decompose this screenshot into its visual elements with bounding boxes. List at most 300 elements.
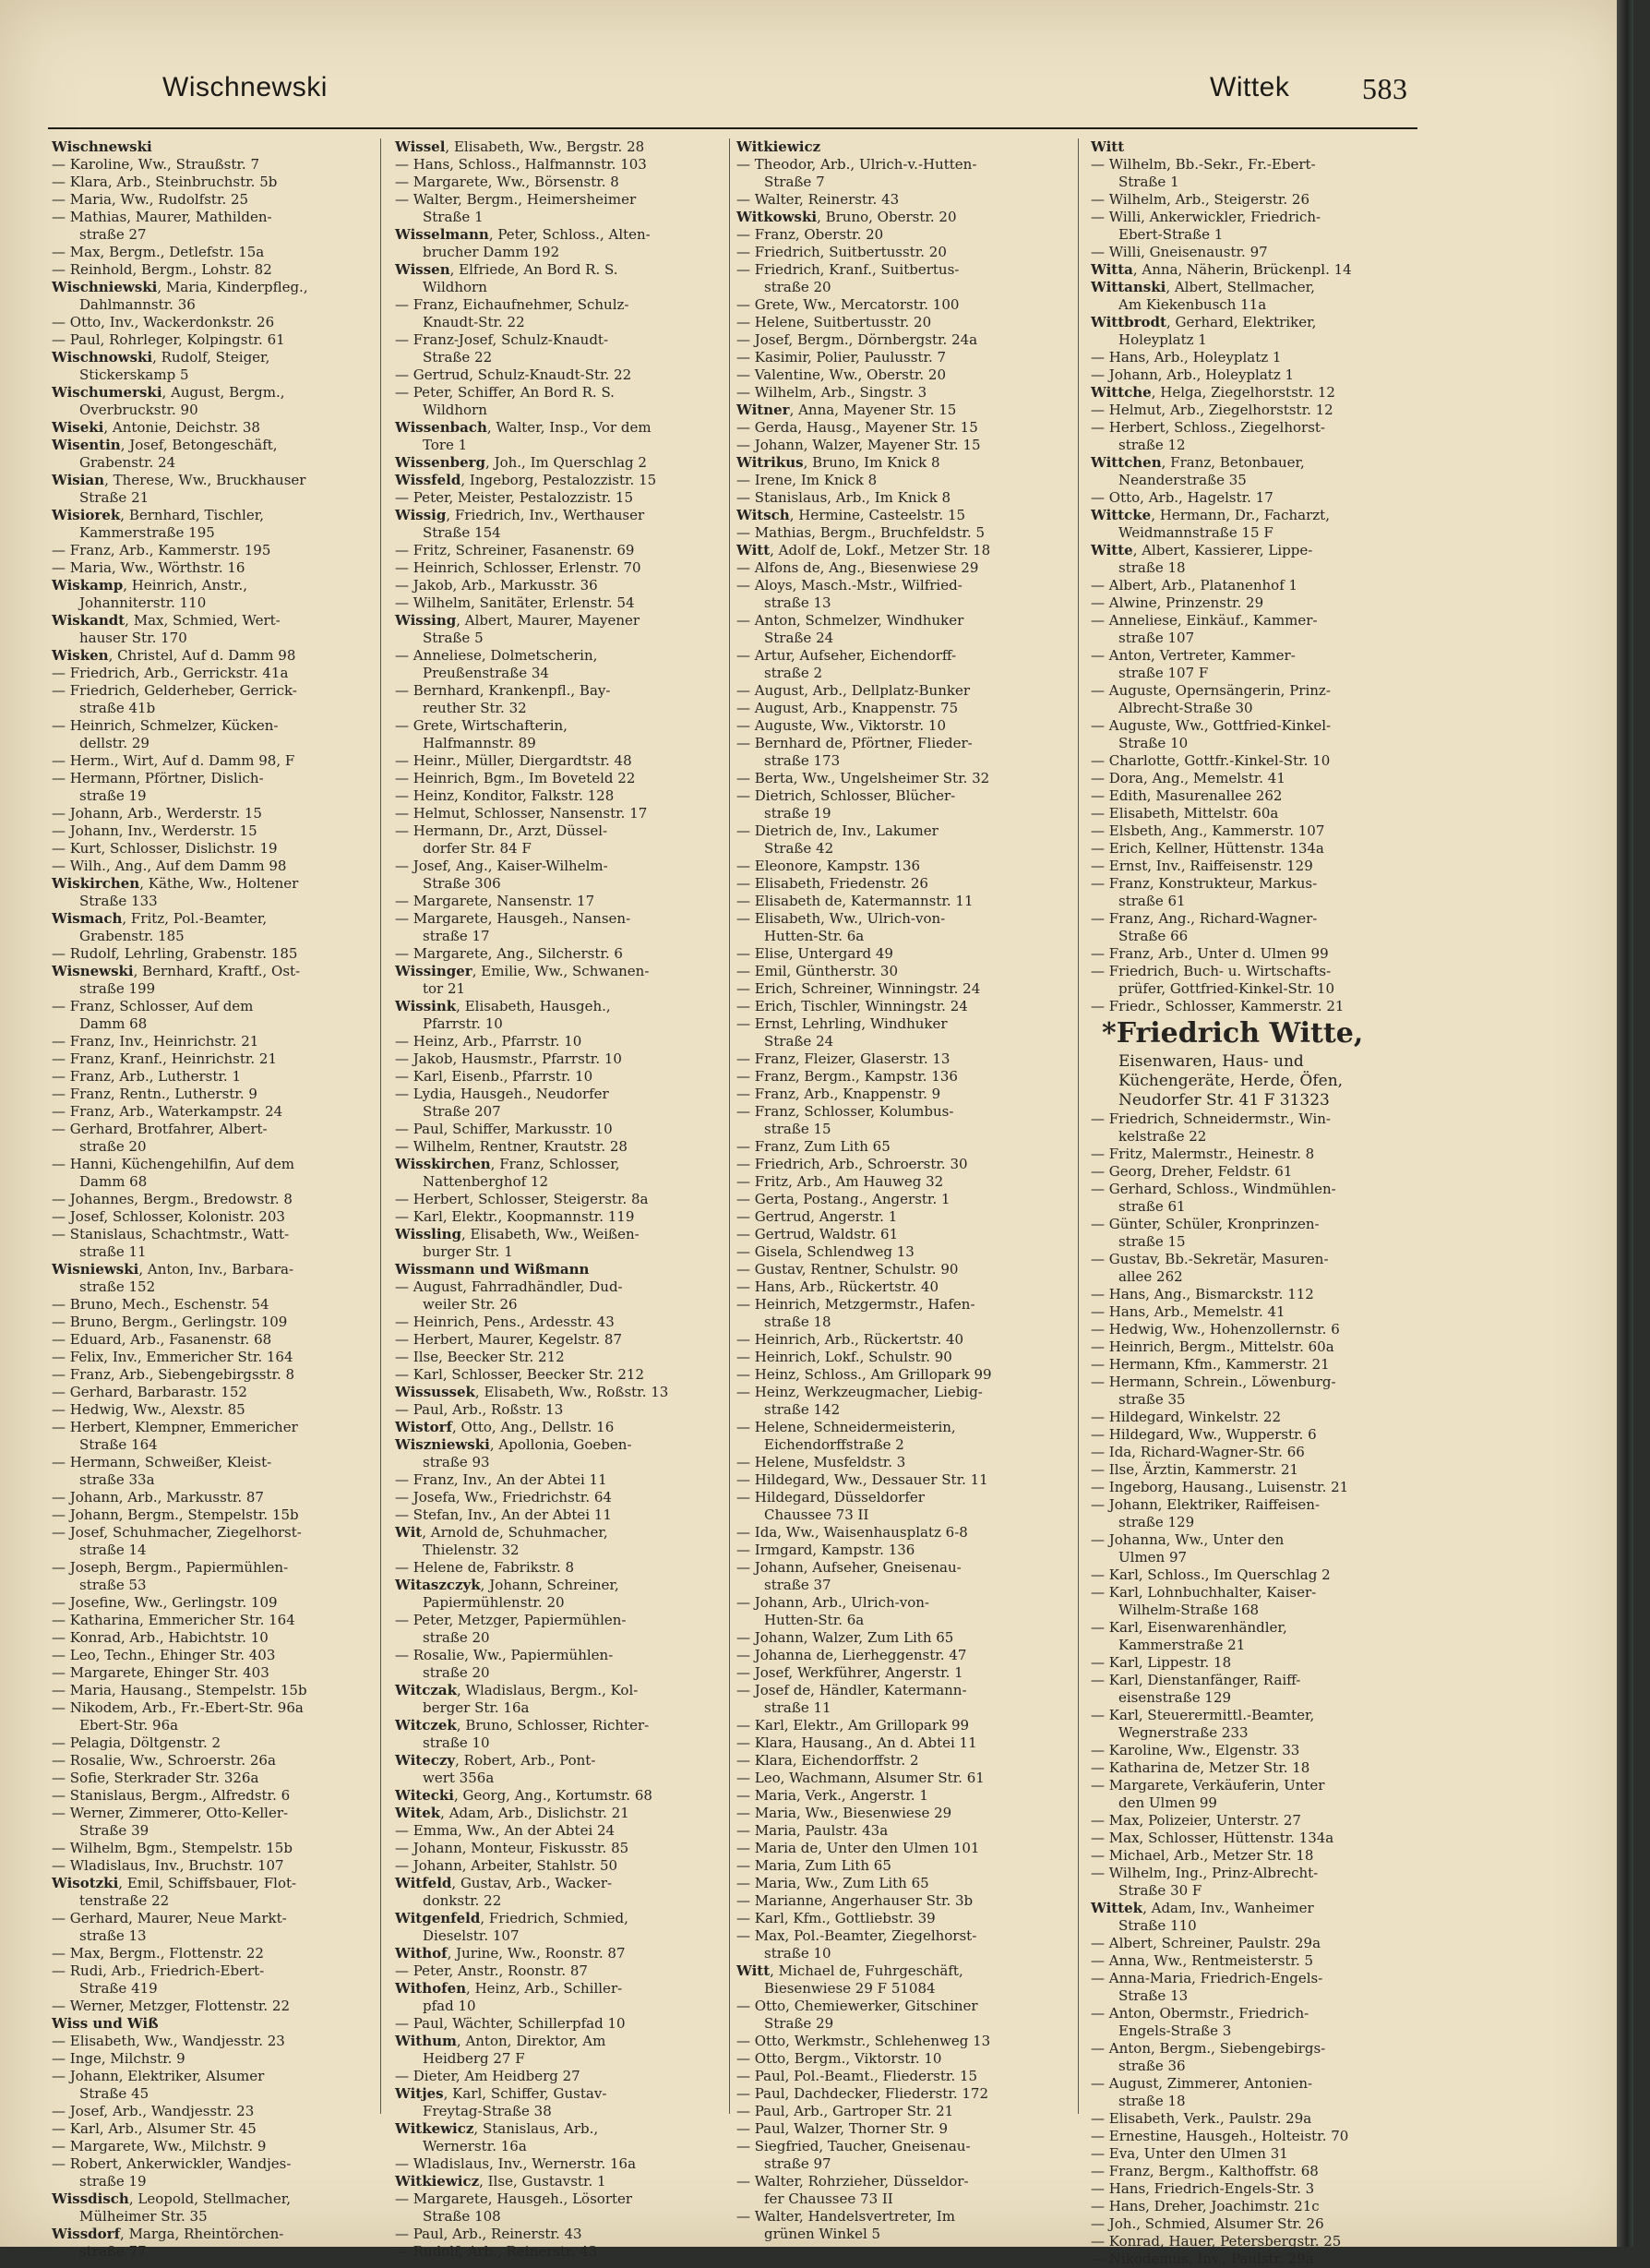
entry-sub-line: — Irmgard, Kampstr. 136	[736, 1542, 915, 1558]
directory-column-3	[736, 138, 1072, 2243]
entry-sub-line: — Hans, Arb., Rückertstr. 40	[736, 1278, 939, 1295]
entry-headword-line: Wischnowski, Rudolf, Steiger,	[52, 349, 270, 366]
entry-headword-line: Witgenfeld, Friedrich, Schmied,	[395, 1910, 628, 1926]
entry-continuation: straße 35	[1118, 1391, 1186, 1408]
entry-sub-line: — Klara, Hausang., An d. Abtei 11	[736, 1734, 977, 1751]
entry-sub-line: — Max, Pol.-Beamter, Ziegelhorst-	[736, 1927, 977, 1944]
entry-continuation: Straße 164	[79, 1436, 158, 1453]
entry-headword-line: Witt, Michael de, Fuhrgeschäft,	[736, 1962, 963, 1979]
entry-sub-line: — Dietrich de, Inv., Lakumer	[736, 822, 939, 839]
entry-continuation: pfad 10	[423, 1998, 476, 2014]
entry-sub-line: — Rosalie, Ww., Schroerstr. 26a	[52, 1752, 276, 1769]
entry-continuation: Straße 66	[1118, 928, 1189, 944]
entry-sub-line: — Jakob, Arb., Markusstr. 36	[395, 577, 598, 594]
directory-column-1	[52, 138, 375, 2261]
entry-continuation: Wildhorn	[423, 402, 487, 418]
entry-continuation: straße 53	[79, 1577, 147, 1593]
entry-headword-line: Wissen, Elfriede, An Bord R. S.	[395, 261, 618, 278]
entry-sub-line: — Karl, Elektr., Koopmannstr. 119	[395, 1208, 635, 1225]
entry-sub-line: — Gertrud, Angerstr. 1	[736, 1208, 898, 1225]
entry-continuation: Hutten-Str. 6a	[764, 1612, 865, 1628]
entry-sub-line: — Dora, Ang., Memelstr. 41	[1091, 770, 1285, 786]
entry-headword-line: Withof, Jurine, Ww., Roonstr. 87	[395, 1945, 626, 1962]
entry-continuation: Straße 207	[423, 1103, 501, 1120]
entry-continuation: Neanderstraße 35	[1118, 472, 1247, 488]
entry-sub-line: — Walter, Reinerstr. 43	[736, 191, 900, 208]
entry-continuation: Halfmannstr. 89	[423, 735, 536, 751]
entry-continuation: Straße 29	[764, 2015, 834, 2032]
entry-sub-line: — Wladislaus, Inv., Wernerstr. 16a	[395, 2155, 637, 2172]
entry-headword-line: Wistorf, Otto, Ang., Dellstr. 16	[395, 1419, 615, 1435]
entry-headword-line: Wiskirchen, Käthe, Ww., Holtener	[52, 875, 299, 892]
entry-headword-line: Wiskandt, Max, Schmied, Wert-	[52, 612, 281, 629]
entry-sub-line: — Franz, Inv., An der Abtei 11	[395, 1471, 607, 1488]
entry-sub-line: — Elisabeth, Verk., Paulstr. 29a	[1091, 2110, 1312, 2127]
entry-sub-line: — Paul, Dachdecker, Fliederstr. 172	[736, 2085, 989, 2102]
entry-sub-line: — Anna-Maria, Friedrich-Engels-	[1091, 1970, 1323, 1986]
entry-sub-line: — Gerda, Hausg., Mayener Str. 15	[736, 419, 978, 436]
entry-continuation: Ebert-Straße 1	[1118, 226, 1224, 243]
entry-sub-line: — Ernestine, Hausgeh., Holteistr. 70	[1091, 2128, 1349, 2144]
entry-continuation: Wilhelm-Straße 168	[1118, 1602, 1260, 1618]
entry-continuation: tor 21	[423, 980, 466, 997]
entry-continuation: Pfarrstr. 10	[423, 1015, 503, 1032]
entry-headword-line: Wisotzki, Emil, Schiffsbauer, Flot-	[52, 1875, 297, 1891]
entry-sub-line: — Friedrich, Arb., Gerrickstr. 41a	[52, 665, 289, 681]
entry-continuation: burger Str. 1	[423, 1243, 513, 1260]
entry-headword-line: Witeczy, Robert, Arb., Pont-	[395, 1752, 596, 1769]
entry-headword-line: Wiskamp, Heinrich, Anstr.,	[52, 577, 247, 594]
entry-sub-line: — Friedrich, Suitbertusstr. 20	[736, 244, 947, 260]
entry-sub-line: — Margarete, Nansenstr. 17	[395, 893, 595, 909]
entry-sub-line: — Albert, Arb., Platanenhof 1	[1091, 577, 1298, 594]
entry-sub-line: — Herbert, Klempner, Emmericher	[52, 1419, 298, 1435]
entry-continuation: kelstraße 22	[1118, 1128, 1207, 1145]
entry-sub-line: — Hans, Schloss., Halfmannstr. 103	[395, 156, 647, 173]
entry-headword-line: Wismach, Fritz, Pol.-Beamter,	[52, 910, 268, 927]
entry-sub-line: — Maria, Ww., Biesenwiese 29	[736, 1805, 952, 1821]
entry-continuation: brucher Damm 192	[423, 244, 560, 260]
entry-sub-line: — Heinz, Konditor, Falkstr. 128	[395, 787, 615, 804]
entry-sub-line: — Hans, Arb., Memelstr. 41	[1091, 1303, 1285, 1320]
entry-sub-line: — Friedrich, Arb., Schroerstr. 30	[736, 1156, 968, 1172]
entry-sub-line: — Stefan, Inv., An der Abtei 11	[395, 1506, 612, 1523]
entry-headword-line: Wittanski, Albert, Stellmacher,	[1091, 279, 1315, 295]
entry-sub-line: — Bruno, Mech., Eschenstr. 54	[52, 1296, 269, 1313]
entry-sub-line: — Josef de, Händler, Katermann-	[736, 1682, 967, 1698]
entry-headword-line: Wisiorek, Bernhard, Tischler,	[52, 507, 264, 523]
entry-sub-line: — Bernhard de, Pförtner, Flieder-	[736, 735, 973, 751]
entry-sub-line: — Ilse, Beecker Str. 212	[395, 1349, 565, 1365]
entry-continuation: Straße 1	[1118, 174, 1179, 190]
entry-sub-line: — Franz, Arb., Unter d. Ulmen 99	[1091, 945, 1329, 962]
entry-continuation: Mülheimer Str. 35	[79, 2208, 208, 2225]
entry-sub-line: — Wilhelm, Sanitäter, Erlenstr. 54	[395, 594, 635, 611]
entry-headword-line: Wissdisch, Leopold, Stellmacher,	[52, 2190, 291, 2207]
entry-sub-line: — August, Arb., Knappenstr. 75	[736, 700, 959, 716]
entry-continuation: Straße 306	[423, 875, 501, 892]
entry-sub-line: — Karl, Lohnbuchhalter, Kaiser-	[1091, 1584, 1317, 1601]
entry-sub-line: — Johann, Arb., Werderstr. 15	[52, 805, 262, 822]
entry-continuation: Overbruckstr. 90	[79, 402, 198, 418]
entry-sub-line: — Lydia, Hausgeh., Neudorfer	[395, 1086, 609, 1102]
entry-sub-line: — Jakob, Hausmstr., Pfarrstr. 10	[395, 1050, 622, 1067]
entry-continuation: Stickerskamp 5	[79, 366, 189, 383]
entry-sub-line: — Werner, Metzger, Flottenstr. 22	[52, 1998, 291, 2014]
entry-headword-line: Wisnewski, Bernhard, Kraftf., Ost-	[52, 963, 301, 979]
entry-sub-line: — Wilhelm, Ing., Prinz-Albrecht-	[1091, 1865, 1319, 1881]
entry-sub-line: — Hans, Arb., Holeyplatz 1	[1091, 349, 1282, 366]
entry-sub-line: — Franz, Konstrukteur, Markus-	[1091, 875, 1318, 892]
entry-sub-line: — Elisabeth, Ww., Wandjesstr. 23	[52, 2033, 285, 2049]
entry-sub-line: — Elisabeth, Ww., Ulrich-von-	[736, 910, 946, 927]
entry-headword-line: Wissmann und Wißmann	[395, 1261, 590, 1278]
entry-sub-line: — Nikodem, Arb., Fr.-Ebert-Str. 96a	[52, 1699, 304, 1716]
entry-sub-line: — Heinrich, Bgm., Im Boveteld 22	[395, 770, 636, 786]
entry-sub-line: — Heinrich, Arb., Rückertstr. 40	[736, 1331, 964, 1348]
entry-sub-line: — Johann, Inv., Werderstr. 15	[52, 822, 257, 839]
entry-sub-line: — Helene, Schneidermeisterin,	[736, 1419, 956, 1435]
entry-sub-line: — Helmut, Arb., Ziegelhorststr. 12	[1091, 402, 1333, 418]
entry-continuation: Straße 39	[79, 1822, 149, 1839]
entry-sub-line: — Alwine, Prinzenstr. 29	[1091, 594, 1264, 611]
entry-continuation: Freytag-Straße 38	[423, 2103, 552, 2119]
entry-sub-line: — Wilhelm, Arb., Singstr. 3	[736, 384, 927, 401]
entry-sub-line: — Maria, Paulstr. 43a	[736, 1822, 889, 1839]
entry-sub-line: — Margarete, Ww., Milchstr. 9	[52, 2138, 267, 2154]
entry-sub-line: — Franz, Arb., Waterkampstr. 24	[52, 1103, 283, 1120]
entry-sub-line: — Siegfried, Taucher, Gneisenau-	[736, 2138, 971, 2154]
entry-sub-line: — Maria, Zum Lith 65	[736, 1857, 891, 1874]
entry-sub-line: — Maria de, Unter den Ulmen 101	[736, 1840, 980, 1856]
entry-continuation: straße 18	[1118, 2093, 1186, 2109]
entry-sub-line: — Stanislaus, Bergm., Alfredstr. 6	[52, 1787, 291, 1804]
entry-headword-line: Wiss und Wiß	[52, 2015, 159, 2032]
entry-headword-line: Witecki, Georg, Ang., Kortumstr. 68	[395, 1787, 652, 1804]
entry-headword-line: Wissig, Friedrich, Inv., Werthauser	[395, 507, 645, 523]
entry-headword-line: Withum, Anton, Direktor, Am	[395, 2033, 606, 2049]
entry-sub-line: — August, Arb., Dellplatz-Bunker	[736, 682, 971, 699]
entry-sub-line: — Wilhelm, Rentner, Krautstr. 28	[395, 1138, 628, 1155]
entry-sub-line: — Klara, Arb., Steinbruchstr. 5b	[52, 174, 278, 190]
entry-headword-line: Wischumerski, August, Bergm.,	[52, 384, 285, 401]
entry-sub-line: — Auguste, Opernsängerin, Prinz-	[1091, 682, 1331, 699]
entry-continuation: Kammerstraße 195	[79, 524, 215, 541]
entry-sub-line: — Johannes, Bergm., Bredowstr. 8	[52, 1191, 293, 1207]
entry-sub-line: — Margarete, Ang., Silcherstr. 6	[395, 945, 623, 962]
entry-sub-line: — Kasimir, Polier, Paulusstr. 7	[736, 349, 947, 366]
entry-sub-line: — Ingeborg, Hausang., Luisenstr. 21	[1091, 1479, 1349, 1495]
entry-sub-line: — Johann, Walzer, Mayener Str. 15	[736, 437, 981, 453]
entry-continuation: straße 61	[1118, 1198, 1186, 1215]
entry-sub-line: — Ida, Ww., Waisenhausplatz 6-8	[736, 1524, 968, 1541]
entry-headword-line: Witczak, Wladislaus, Bergm., Kol-	[395, 1682, 639, 1698]
entry-sub-line: — Gustav, Bb.-Sekretär, Masuren-	[1091, 1251, 1329, 1267]
entry-sub-line: — Gertrud, Schulz-Knaudt-Str. 22	[395, 366, 632, 383]
entry-sub-line: — Helmut, Schlosser, Nansenstr. 17	[395, 805, 648, 822]
entry-continuation: Straße 13	[1118, 1987, 1189, 2004]
entry-continuation: straße 27	[79, 226, 147, 243]
entry-sub-line: — Heinrich, Schlosser, Erlenstr. 70	[395, 559, 641, 576]
entry-continuation: straße 129	[1118, 1514, 1195, 1530]
entry-headword-line: Witner, Anna, Mayener Str. 15	[736, 402, 957, 418]
entry-continuation: Preußenstraße 34	[423, 665, 549, 681]
entry-headword-line: Witkowski, Bruno, Oberstr. 20	[736, 209, 957, 225]
entry-sub-line: — Hermann, Schrein., Löwenburg-	[1091, 1374, 1336, 1390]
entry-continuation: straße 13	[79, 1927, 147, 1944]
entry-sub-line: — Johann, Arb., Markusstr. 87	[52, 1489, 264, 1506]
entry-continuation: fer Chaussee 73 II	[764, 2190, 893, 2207]
entry-sub-line: — Franz, Fleizer, Glaserstr. 13	[736, 1050, 951, 1067]
entry-sub-line: — Maria, Ww., Wörthstr. 16	[52, 559, 245, 576]
entry-continuation: reuther Str. 32	[423, 700, 527, 716]
entry-continuation: dellstr. 29	[79, 735, 149, 751]
entry-continuation: Papiermühlenstr. 20	[423, 1594, 565, 1611]
directory-column-4	[1091, 138, 1423, 2268]
entry-sub-line: — Peter, Anstr., Roonstr. 87	[395, 1962, 588, 1979]
entry-continuation: Straße 30 F	[1118, 1882, 1202, 1899]
entry-headword-line: Witkewicz, Stanislaus, Arb.,	[395, 2120, 599, 2137]
entry-sub-line: — Margarete, Ehinger Str. 403	[52, 1664, 269, 1681]
entry-sub-line: — Rosalie, Ww., Papiermühlen-	[395, 1647, 614, 1663]
entry-sub-line: — Johann, Monteur, Fiskusstr. 85	[395, 1840, 629, 1856]
entry-headword-line: Wisian, Therese, Ww., Bruckhauser	[52, 472, 306, 488]
entry-continuation: straße 199	[79, 980, 156, 997]
entry-sub-line: — Peter, Metzger, Papiermühlen-	[395, 1612, 627, 1628]
entry-sub-line: — Leo, Wachmann, Alsumer Str. 61	[736, 1770, 985, 1786]
entry-continuation: hauser Str. 170	[79, 630, 187, 646]
entry-headword-line: Wissfeld, Ingeborg, Pestalozzistr. 15	[395, 472, 657, 488]
entry-sub-line: — Hans, Ang., Bismarckstr. 112	[1091, 1286, 1314, 1302]
entry-sub-line: — Heinz, Schloss., Am Grillopark 99	[736, 1366, 992, 1383]
entry-sub-line: — Josefa, Ww., Friedrichstr. 64	[395, 1489, 612, 1506]
entry-headword-line: Wischniewski, Maria, Kinderpfleg.,	[52, 279, 308, 295]
entry-sub-line: — Otto, Chemiewerker, Gitschiner	[736, 1998, 978, 2014]
entry-sub-line: — Stanislaus, Schachtmstr., Watt-	[52, 1226, 290, 1242]
entry-sub-line: — Hildegard, Düsseldorfer	[736, 1489, 925, 1506]
entry-continuation: straße 19	[764, 805, 831, 822]
entry-sub-line: — Anna, Ww., Rentmeisterstr. 5	[1091, 1952, 1314, 1969]
entry-sub-line: — Franz, Kranf., Heinrichstr. 21	[52, 1050, 278, 1067]
entry-continuation: straße 61	[1118, 893, 1186, 909]
entry-sub-line: — Peter, Meister, Pestalozzistr. 15	[395, 489, 633, 506]
entry-continuation: dorfer Str. 84 F	[423, 840, 532, 857]
entry-sub-line: — Maria, Hausang., Stempelstr. 15b	[52, 1682, 307, 1698]
entry-headword-line: Wissling, Elisabeth, Ww., Weißen-	[395, 1226, 640, 1242]
entry-sub-line: — Karl, Schlosser, Beecker Str. 212	[395, 1366, 644, 1383]
entry-headword-line: Wiseki, Antonie, Deichstr. 38	[52, 419, 260, 436]
entry-sub-line: — Franz, Bergm., Kampstr. 136	[736, 1068, 958, 1085]
entry-continuation: straße 20	[423, 1629, 490, 1646]
entry-sub-line: — Valentine, Ww., Oberstr. 20	[736, 366, 946, 383]
ad-line: Eisenwaren, Haus- und	[1118, 1052, 1304, 1071]
entry-sub-line: — Karl, Kfm., Gottliebstr. 39	[736, 1910, 936, 1926]
entry-sub-line: — Katharina de, Metzer Str. 18	[1091, 1759, 1310, 1776]
directory-column-2	[395, 138, 723, 2261]
entry-continuation: straße 18	[764, 1314, 831, 1330]
entry-sub-line: — Herbert, Schlosser, Steigerstr. 8a	[395, 1191, 649, 1207]
entry-headword-line: Wiszniewski, Apollonia, Goeben-	[395, 1436, 632, 1453]
entry-sub-line: — Emma, Ww., An der Abtei 24	[395, 1822, 616, 1839]
entry-sub-line: — Karoline, Ww., Elgenstr. 33	[1091, 1742, 1300, 1758]
entry-sub-line: — Karl, Schloss., Im Querschlag 2	[1091, 1566, 1331, 1583]
entry-headword-line: Wittek, Adam, Inv., Wanheimer	[1091, 1900, 1314, 1916]
entry-sub-line: — Katharina, Emmericher Str. 164	[52, 1612, 295, 1628]
entry-continuation: Wernerstr. 16a	[423, 2138, 527, 2154]
ad-line: Küchengeräte, Herde, Öfen,	[1118, 1072, 1344, 1090]
entry-continuation: straße 15	[1118, 1233, 1186, 1250]
entry-continuation: Ulmen 97	[1118, 1549, 1188, 1566]
entry-sub-line: — Margarete, Hausgeh., Nansen-	[395, 910, 631, 927]
entry-sub-line: — Hedwig, Ww., Alexstr. 85	[52, 1401, 245, 1418]
entry-sub-line: — Johanna, Ww., Unter den	[1091, 1531, 1285, 1548]
entry-sub-line: — Gerhard, Barbarastr. 152	[52, 1384, 247, 1400]
entry-sub-line: — Eduard, Arb., Fasanenstr. 68	[52, 1331, 272, 1348]
entry-sub-line: — Irene, Im Knick 8	[736, 472, 878, 488]
entry-sub-line: — Franz, Bergm., Kalthoffstr. 68	[1091, 2163, 1319, 2179]
entry-sub-line: — Gertrud, Waldstr. 61	[736, 1226, 899, 1242]
entry-sub-line: — Pelagia, Döltgenstr. 2	[52, 1734, 221, 1751]
entry-continuation: straße 41b	[79, 700, 156, 716]
entry-sub-line: — Hans, Friedrich-Engels-Str. 3	[1091, 2180, 1315, 2197]
entry-continuation: prüfer, Gottfried-Kinkel-Str. 10	[1118, 980, 1335, 997]
entry-sub-line: — Paul, Arb., Roßstr. 13	[395, 1401, 564, 1418]
entry-continuation: donkstr. 22	[423, 1892, 502, 1909]
entry-continuation: Am Kiekenbusch 11a	[1118, 296, 1267, 313]
entry-sub-line: — Alfons de, Ang., Biesenwiese 29	[736, 559, 979, 576]
entry-continuation: straße 12	[1118, 437, 1186, 453]
entry-sub-line: — Max, Bergm., Flottenstr. 22	[52, 1945, 264, 1962]
entry-continuation: straße 20	[423, 1664, 490, 1681]
column-divider	[1078, 138, 1079, 2114]
entry-sub-line: — Anneliese, Einkäuf., Kammer-	[1091, 612, 1318, 629]
entry-sub-line: — Bernhard, Krankenpfl., Bay-	[395, 682, 611, 699]
entry-continuation: Ebert-Str. 96a	[79, 1717, 179, 1734]
entry-sub-line: — Peter, Schiffer, An Bord R. S.	[395, 384, 615, 401]
entry-sub-line: — Mathias, Maurer, Mathilden-	[52, 209, 272, 225]
entry-headword-line: Wisselmann, Peter, Schloss., Alten-	[395, 226, 651, 243]
entry-sub-line: — Franz, Arb., Knappenstr. 9	[736, 1086, 941, 1102]
entry-continuation: straße 17	[423, 928, 490, 944]
entry-sub-line: — Friedrich, Schneidermstr., Win-	[1091, 1110, 1331, 1127]
entry-sub-line: — Johanna de, Lierheggenstr. 47	[736, 1647, 967, 1663]
entry-headword-line: Witjes, Karl, Schiffer, Gustav-	[395, 2085, 607, 2102]
entry-sub-line: — Walter, Rohrzieher, Düsseldor-	[736, 2173, 969, 2190]
entry-sub-line: — Elisabeth, Friedenstr. 26	[736, 875, 928, 892]
entry-sub-line: — Dieter, Am Heidberg 27	[395, 2068, 580, 2084]
entry-sub-line: — Edith, Masurenallee 262	[1091, 787, 1283, 804]
entry-sub-line: — Hildegard, Ww., Wupperstr. 6	[1091, 1426, 1317, 1443]
entry-continuation: Grabenstr. 185	[79, 928, 185, 944]
entry-sub-line: — Johann, Bergm., Stempelstr. 15b	[52, 1506, 299, 1523]
entry-headword-line: Wissenberg, Joh., Im Querschlag 2	[395, 454, 647, 471]
entry-headword-line: Witsch, Hermine, Casteelstr. 15	[736, 507, 966, 523]
entry-headword-line: Wisniewski, Anton, Inv., Barbara-	[52, 1261, 294, 1278]
entry-continuation: straße 19	[79, 2173, 147, 2190]
entry-headword-line: Witkiewicz, Ilse, Gustavstr. 1	[395, 2173, 606, 2190]
entry-continuation: Holeyplatz 1	[1118, 331, 1207, 348]
entry-sub-line: — Grete, Wirtschafterin,	[395, 717, 568, 734]
entry-continuation: Straße 21	[79, 489, 149, 506]
entry-headword-line: Wittcke, Hermann, Dr., Facharzt,	[1091, 507, 1330, 523]
entry-continuation: straße 11	[764, 1699, 831, 1716]
entry-continuation: Johanniterstr. 110	[79, 594, 207, 611]
entry-sub-line: — Josefine, Ww., Gerlingstr. 109	[52, 1594, 278, 1611]
entry-sub-line: — Franz, Schlosser, Auf dem	[52, 998, 254, 1014]
entry-continuation: Straße 154	[423, 524, 501, 541]
entry-continuation: Straße 24	[764, 1033, 834, 1050]
entry-continuation: Eichendorffstraße 2	[764, 1436, 904, 1453]
entry-headword-line: Wischnewski	[52, 138, 152, 155]
entry-continuation: straße 36	[1118, 2058, 1186, 2074]
entry-continuation: Damm 68	[79, 1173, 148, 1190]
entry-continuation: Straße 7	[764, 174, 825, 190]
entry-sub-line: — Gerhard, Brotfahrer, Albert-	[52, 1121, 268, 1137]
entry-sub-line: — Erich, Kellner, Hüttenstr. 134a	[1091, 840, 1324, 857]
entry-sub-line: — Ida, Richard-Wagner-Str. 66	[1091, 1444, 1305, 1460]
entry-sub-line: — Ernst, Lehrling, Windhuker	[736, 1015, 948, 1032]
book-binding-edge	[1617, 0, 1633, 2247]
entry-sub-line: — August, Fahrradhändler, Dud-	[395, 1278, 623, 1295]
entry-sub-line: — Franz, Oberstr. 20	[736, 226, 884, 243]
entry-sub-line: — Inge, Milchstr. 9	[52, 2050, 185, 2067]
entry-sub-line: — Otto, Bergm., Viktorstr. 10	[736, 2050, 942, 2067]
entry-headword-line: Witaszczyk, Johann, Schreiner,	[395, 1577, 619, 1593]
entry-headword-line: Witek, Adam, Arb., Dislichstr. 21	[395, 1805, 629, 1821]
entry-sub-line: — Rudi, Arb., Friedrich-Ebert-	[52, 1962, 265, 1979]
entry-sub-line: — Stanislaus, Arb., Im Knick 8	[736, 489, 951, 506]
ad-line: Neudorfer Str. 41 F 31323	[1118, 1091, 1330, 1110]
entry-sub-line: — Sofie, Sterkrader Str. 326a	[52, 1770, 259, 1786]
entry-headword-line: Wit, Arnold de, Schuhmacher,	[395, 1524, 608, 1541]
ad-title: *Friedrich Witte,	[1102, 1017, 1364, 1050]
entry-sub-line: — Hermann, Pförtner, Dislich-	[52, 770, 264, 786]
entry-sub-line: — August, Zimmerer, Antonien-	[1091, 2075, 1313, 2092]
entry-sub-line: — Heinrich, Bergm., Mittelstr. 60a	[1091, 1338, 1334, 1355]
entry-sub-line: — Franz, Ang., Richard-Wagner-	[1091, 910, 1318, 927]
entry-sub-line: — Fritz, Arb., Am Hauweg 32	[736, 1173, 944, 1190]
entry-sub-line: — Franz, Rentn., Lutherstr. 9	[52, 1086, 257, 1102]
entry-sub-line: — Johann, Elektriker, Alsumer	[52, 2068, 265, 2084]
entry-sub-line: — Walter, Handelsvertreter, Im	[736, 2208, 955, 2225]
entry-sub-line: — Otto, Werkmstr., Schlehenweg 13	[736, 2033, 991, 2049]
entry-sub-line: — Max, Polizeier, Unterstr. 27	[1091, 1812, 1301, 1829]
entry-sub-line: — Maria, Ww., Zum Lith 65	[736, 1875, 929, 1891]
entry-continuation: allee 262	[1118, 1268, 1183, 1285]
header-rule	[48, 127, 1417, 129]
entry-sub-line: — Mathias, Bergm., Bruchfeldstr. 5	[736, 524, 986, 541]
entry-sub-line: — Marianne, Angerhauser Str. 3b	[736, 1892, 974, 1909]
entry-sub-line: — Artur, Aufseher, Eichendorff-	[736, 647, 957, 664]
entry-sub-line: — Johann, Arb., Ulrich-von-	[736, 1594, 929, 1611]
entry-sub-line: — Helene, Suitbertusstr. 20	[736, 314, 932, 330]
entry-headword-line: Wisskirchen, Franz, Schlosser,	[395, 1156, 620, 1172]
entry-headword-line: Wittbrodt, Gerhard, Elektriker,	[1091, 314, 1317, 330]
entry-sub-line: — Auguste, Ww., Gottfried-Kinkel-	[1091, 717, 1332, 734]
entry-sub-line: — Günter, Schüler, Kronprinzen-	[1091, 1216, 1320, 1232]
entry-sub-line: — Konrad, Arb., Habichtstr. 10	[52, 1629, 269, 1646]
entry-continuation: Wegnerstraße 233	[1118, 1724, 1249, 1741]
entry-sub-line: — Gerhard, Maurer, Neue Markt-	[52, 1910, 287, 1926]
entry-continuation: straße 2	[764, 665, 823, 681]
entry-sub-line: — Nikodemus, Inv., Paulstr. 29a	[1091, 2250, 1314, 2267]
entry-sub-line: — Gisela, Schlendweg 13	[736, 1243, 915, 1260]
entry-continuation: straße 107 F	[1118, 665, 1209, 681]
entry-continuation: straße 97	[764, 2155, 831, 2172]
entry-sub-line: — Franz, Arb., Kammerstr. 195	[52, 542, 271, 558]
entry-continuation: straße 13	[764, 594, 831, 611]
entry-continuation: straße 15	[764, 1121, 831, 1137]
